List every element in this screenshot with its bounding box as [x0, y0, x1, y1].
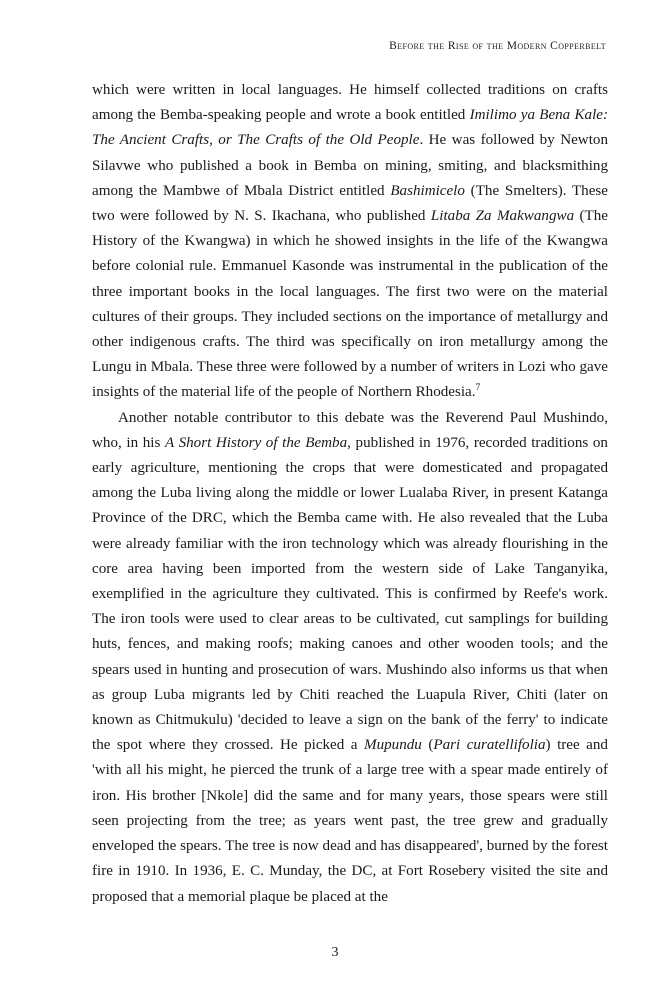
italic-title: Litaba Za Makwangwa	[430, 208, 575, 225]
text-run: . He was followed by Newton Silavwe who published a book in Bemba on mining, smiting, and blacksmithing among the Mambwe of Mbala District entitled	[92, 132, 608, 199]
text-run: which were written in local languages. He himself collected traditions on crafts among the Bemba-speaking people and wrote a book entitled	[92, 82, 608, 124]
text-run: ) tree and 'with all his might, he pierced the trunk of a large tree with a spear made entirely of iron. His brother [Nkole] did the same and for many years, those spears were still seen projecting from the tree; as years went past, the tree grew and gradually enveloped the spears. The tree is now dead and has disappeared', burned by the forest fire in 1910. In 1936, E. C. Munday, the DC, at Fort Rosebery visited the site and proposed that a memorial plaque be placed at the	[92, 737, 608, 905]
running-head: Before the Rise of the Modern Copperbelt	[389, 40, 606, 52]
text-run: Another notable contributor to this debate was the Reverend Paul Mushindo, who, in his	[92, 409, 608, 451]
italic-title: A Short History of the Bemba	[165, 434, 348, 451]
italic-title: Mupundu	[364, 737, 422, 754]
text-run: (	[421, 737, 434, 754]
italic-title: Imilimo ya Bena Kale: The Ancient Crafts, or The Crafts of the Old People	[92, 107, 608, 149]
italic-title: Pari curatellifolia	[433, 737, 546, 754]
body-text	[92, 78, 608, 910]
text-run: (The History of the Kwangwa) in which he showed insights in the life of the Kwangwa before colonial rule. Emmanuel Kasonde was instrumental in the publication of the three important books in the local languages. The first two were on the material cultures of their groups. They included sections on the importance of metallurgy and other indigenous crafts. The third was specifically on iron metallurgy among the Lungu in Mbala. These three were followed by a number of writers in Lozi who gave insights of the material life of the people of Northern Rhodesia.	[92, 208, 608, 401]
footnote-marker: 7	[475, 382, 481, 394]
paragraph	[92, 78, 608, 406]
text-run: (The Smelters). These two were followed by N. S. Ikachana, who published	[92, 182, 609, 225]
italic-title: Bashimicelo	[390, 182, 465, 199]
paragraph	[92, 406, 608, 910]
page-number: 3	[331, 945, 339, 960]
text-run: , published in 1976, recorded traditions on early agriculture, mentioning the crops that were domesticated and propagated among the Luba living along the middle or lower Lualaba River, in present Katanga Province of the DRC, which the Bemba came with. He also revealed that the Luba were already familiar with the iron technology which was already flourishing in the core area having been imported from the western side of Lake Tanganyika, exemplified in the agriculture they cultivated. This is confirmed by Reefe's work. The iron tools were used to clear areas to be cultivated, cut samplings for building huts, fences, and making roofs; making canoes and other wooden tools; and the spears used in hunting and prosecution of wars. Mushindo also informs us that when as group Luba migrants led by Chiti reached the Luapula River, Chiti (later on known as Chitmukulu) 'decided to leave a sign on the bank of the ferry' to indicate the spot where they crossed. He picked a	[92, 434, 608, 754]
